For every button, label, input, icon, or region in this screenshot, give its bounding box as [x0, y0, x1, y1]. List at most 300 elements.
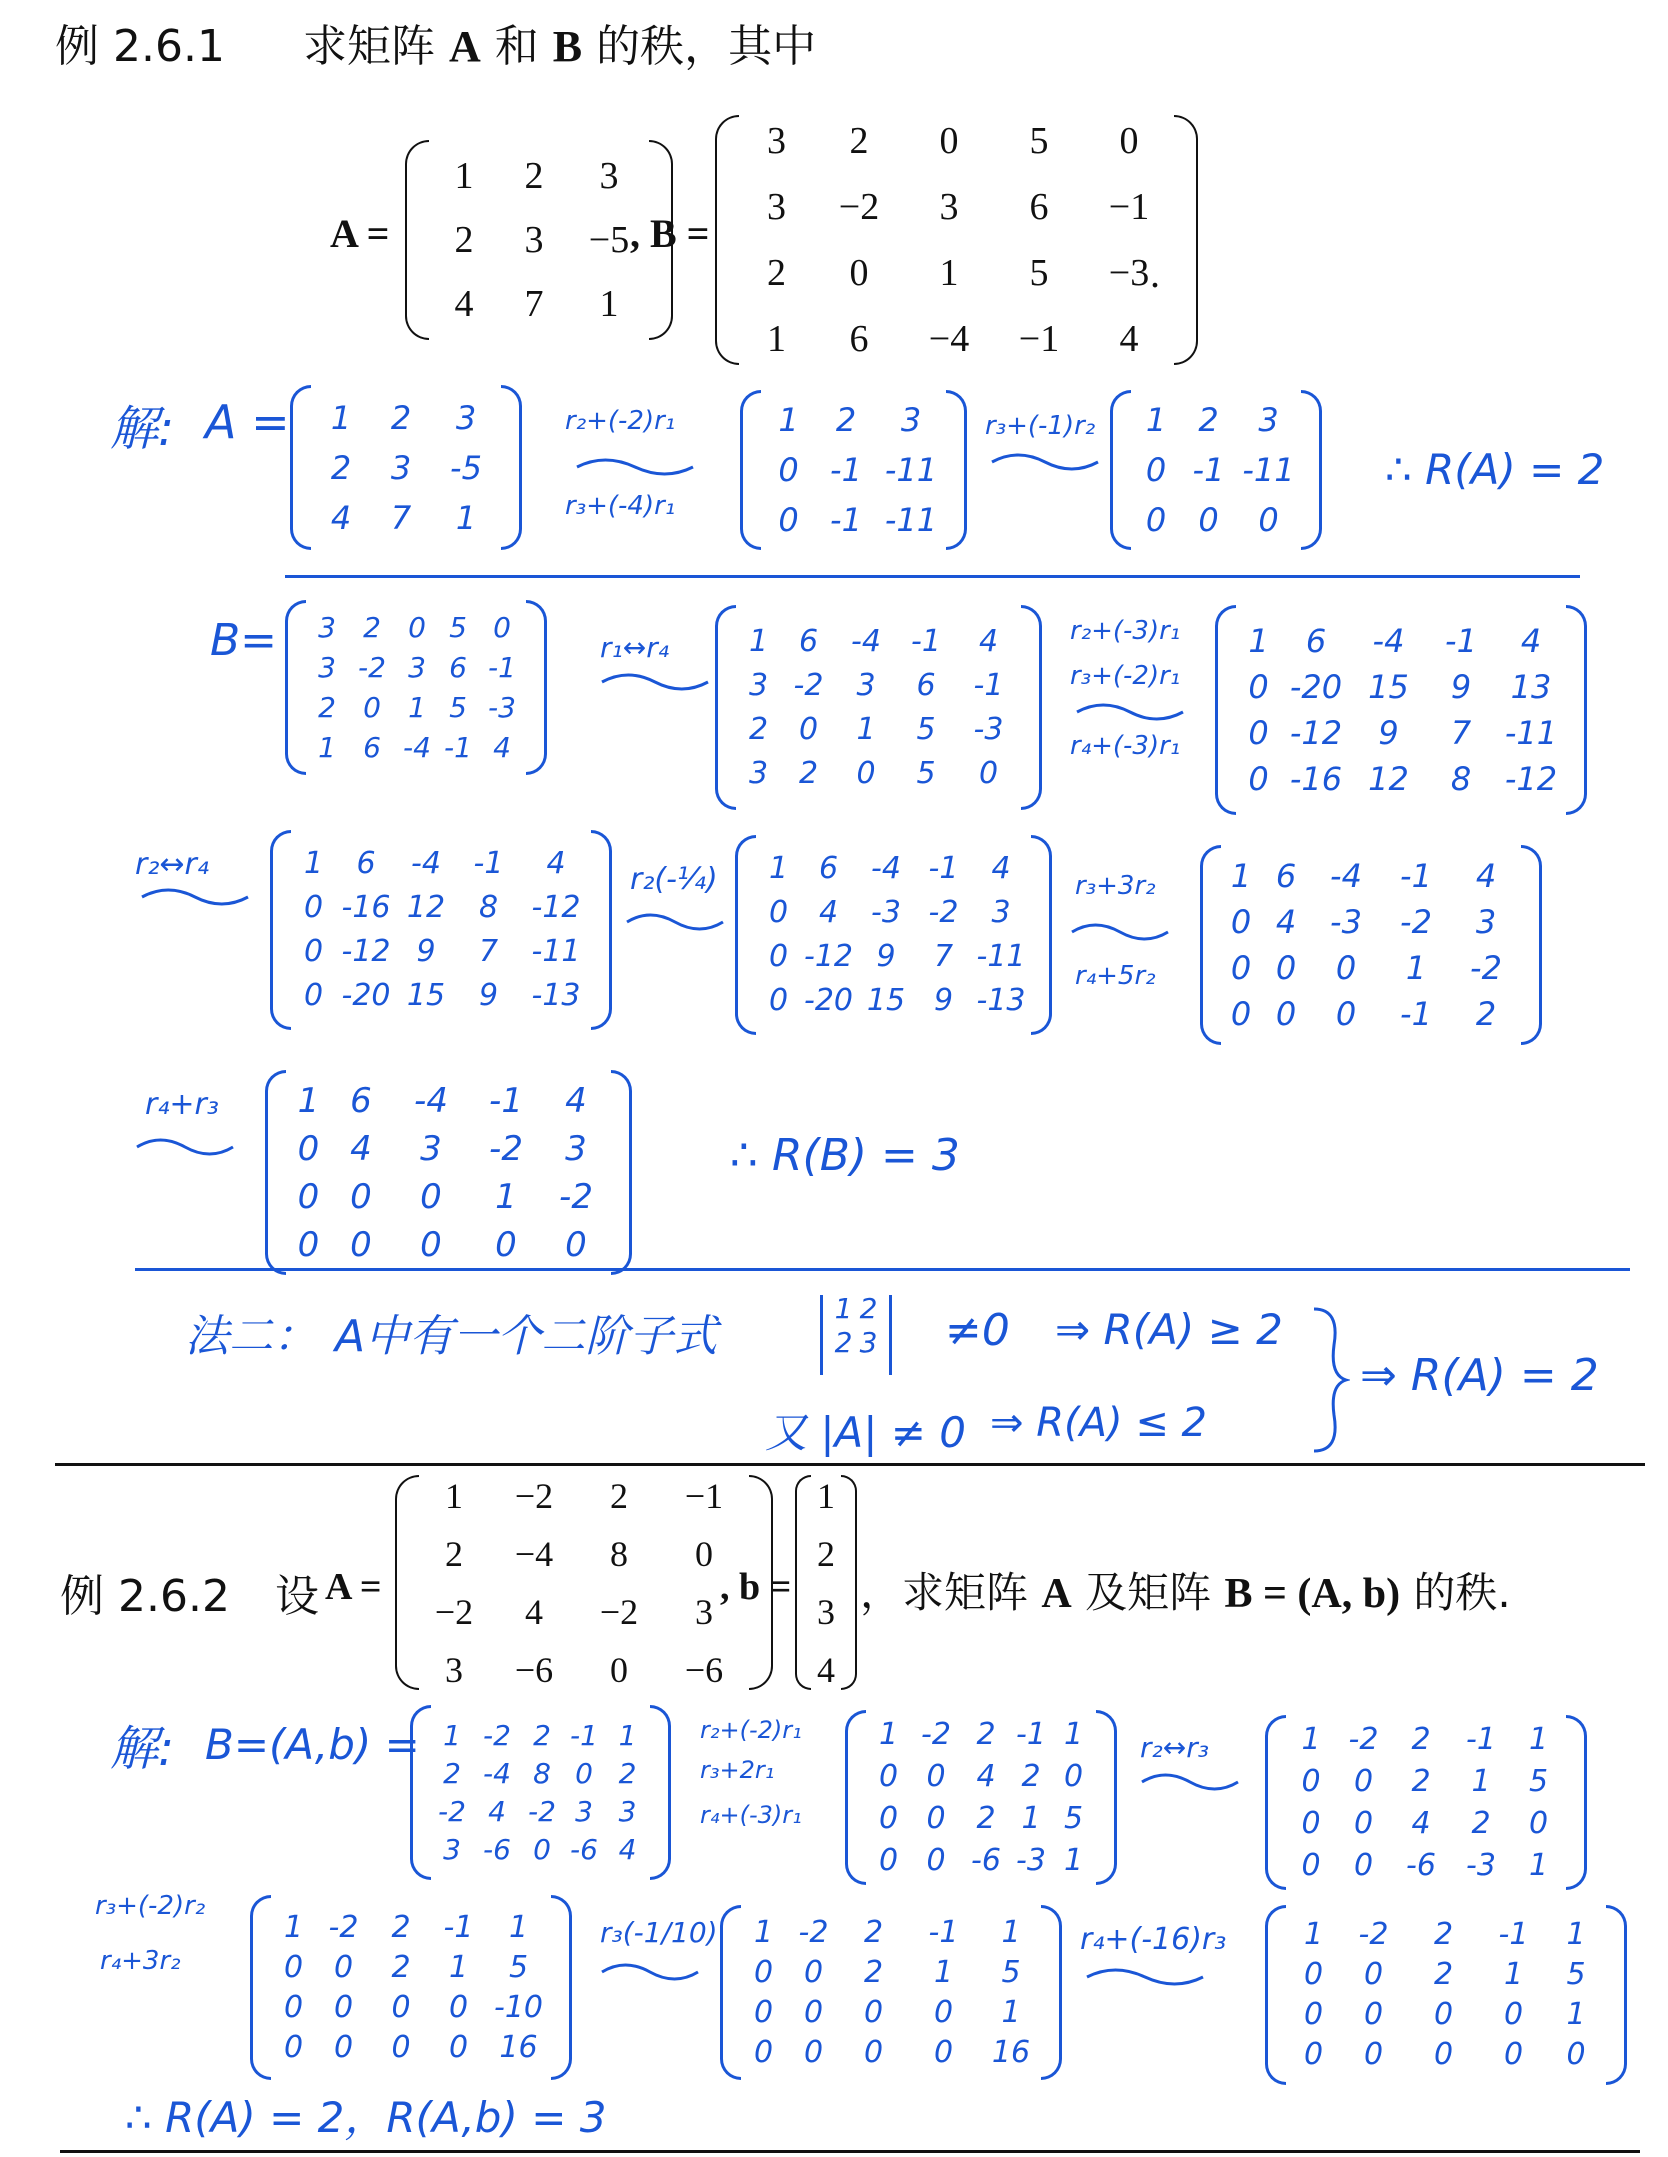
matrix-cell: 1 [1503, 1957, 1524, 1992]
matrix-cell: 6 [916, 667, 936, 703]
matrix-cell: -1 [1498, 1917, 1529, 1952]
matrix-cell: -3 [1330, 903, 1362, 941]
matrix-cell: 1 [318, 730, 336, 764]
matrix-cell: 2 [1021, 1758, 1041, 1794]
matrix-cell: 1 [1303, 1917, 1324, 1952]
solution-B-op5-arrow [1070, 920, 1170, 944]
matrix-cell: 0 [1275, 995, 1297, 1033]
matrix-cell: 1 [1566, 1997, 1586, 2032]
matrix-cell: -12 [531, 890, 581, 925]
matrix-cell: -1 [1192, 451, 1225, 489]
matrix-cell: 2 [390, 398, 412, 437]
solution-B-m0 [285, 600, 547, 775]
matrix-cell: 15 [1368, 668, 1409, 706]
matrix-cell: 8 [478, 890, 499, 925]
matrix-cell: 0 [1353, 1763, 1374, 1799]
matrix-cell: -2 [328, 1909, 359, 1945]
example-1-text-a: 求矩阵 [302, 21, 435, 72]
matrix-cell: 3 [817, 1591, 835, 1632]
solution-B-m6 [265, 1070, 632, 1275]
matrix-cell: 0 [1363, 1997, 1384, 2032]
method2-ne0: ≠0 [945, 1305, 1010, 1356]
matrix-cell: 5 [1063, 1800, 1084, 1836]
matrix-cell: 0 [849, 252, 869, 294]
solution-B-op3-arrow [140, 885, 250, 909]
matrix-cell: 3 [318, 610, 336, 644]
solution-2-op1c: r₄+(-3)r₁ [700, 1801, 802, 1829]
matrix-cell: 4 [565, 1080, 587, 1121]
matrix-cell: 5 [1029, 252, 1049, 294]
solution-B-op1-arrow [600, 670, 710, 694]
matrix-cell: -16 [341, 890, 391, 925]
matrix-cell: 2 [976, 1800, 996, 1836]
solution-B-op6-arrow [135, 1135, 235, 1159]
solution-2-m2 [1265, 1715, 1587, 1890]
solution-1-m1 [740, 390, 967, 550]
matrix-cell: 0 [1303, 1997, 1324, 2032]
matrix-cell: -2 [921, 1716, 951, 1752]
method2-det [820, 1292, 892, 1375]
matrix-cell: 4 [546, 846, 566, 881]
matrix-cell: 3 [900, 401, 922, 439]
solution-1-op2: r₃+(-1)r₂ [985, 411, 1096, 441]
matrix-cell: 4 [978, 623, 999, 659]
matrix-cell: 2 [767, 252, 786, 294]
matrix-cell: -11 [884, 501, 938, 539]
solution-2-B-eq: B=(A,b) = [205, 1720, 420, 1769]
matrix-cell: -4 [1330, 857, 1362, 895]
matrix-cell: 1 [454, 155, 474, 197]
matrix-cell: 3 [599, 155, 619, 197]
matrix-cell: 0 [939, 120, 959, 162]
matrix-cell: 7 [1450, 714, 1472, 752]
example-1-B: B [552, 22, 583, 71]
matrix-cell: 5 [916, 711, 936, 747]
matrix-cell: 1 [878, 1716, 899, 1752]
matrix-cell: -4 [1372, 622, 1405, 660]
matrix-cell: 8 [533, 1756, 551, 1790]
matrix-cell: 0 [1301, 1847, 1321, 1883]
matrix-cell: 1 [933, 1954, 954, 1990]
matrix-cell: 3 [991, 895, 1011, 930]
matrix-cell: 9 [876, 939, 896, 974]
matrix-cell: 3 [767, 120, 786, 162]
matrix-cell: 3 [618, 1794, 637, 1828]
matrix-cell: −6 [684, 1649, 724, 1690]
example-1-heading [55, 10, 816, 74]
matrix-cell: 0 [1503, 1997, 1524, 2032]
matrix-cell: 0 [768, 895, 789, 930]
matrix-cell: 0 [926, 1800, 946, 1836]
matrix-cell: 7 [524, 283, 544, 325]
matrix-cell: −6 [514, 1649, 554, 1690]
matrix-cell: -1 [1466, 1721, 1496, 1757]
matrix-cell: 4 [991, 851, 1011, 886]
matrix-cell: 1 [768, 851, 789, 886]
matrix-cell: 1 [1230, 857, 1252, 895]
example-1-and: 和 [494, 21, 539, 72]
matrix-cell: 1 [817, 1475, 835, 1516]
matrix-cell: 0 [1303, 2037, 1324, 2072]
solution-2-m0 [410, 1705, 671, 1880]
solution-B-m2 [1215, 605, 1587, 815]
matrix-cell: -1 [570, 1718, 598, 1752]
matrix-cell: -1 [443, 1909, 474, 1945]
solution-B-eq: B= [210, 615, 278, 666]
example-2-ji: 及矩阵 [1085, 1568, 1212, 1617]
matrix-cell: 0 [1145, 501, 1167, 539]
matrix-cell: 1 [297, 1080, 320, 1121]
matrix-cell: 0 [303, 890, 324, 925]
matrix-cell: 2 [859, 1292, 878, 1325]
matrix-cell: 9 [1450, 668, 1472, 706]
matrix-cell: 0 [798, 711, 819, 747]
matrix-cell: 1 [1566, 1917, 1586, 1952]
matrix-cell: -6 [570, 1832, 598, 1866]
matrix-cell: 2 [524, 155, 544, 197]
matrix-cell: 6 [449, 650, 467, 684]
matrix-cell: -4 [483, 1756, 511, 1790]
matrix-cell: 0 [933, 2034, 954, 2070]
matrix-cell: -1 [911, 623, 941, 659]
matrix-cell: 0 [333, 2029, 354, 2065]
matrix-cell: 1 [455, 498, 477, 537]
matrix-cell: 3 [455, 398, 477, 437]
solution-1-op1b: r₃+(-4)r₁ [565, 491, 676, 521]
matrix-cell: 2 [391, 1909, 411, 1945]
matrix-cell: -1 [1445, 622, 1477, 660]
matrix-cell: -11 [1504, 714, 1558, 752]
matrix-cell: 0 [297, 1224, 320, 1265]
solution-B-op5a: r₃+3r₂ [1075, 871, 1156, 901]
matrix-cell: −2 [434, 1591, 474, 1632]
matrix-cell: 5 [449, 690, 467, 724]
matrix-cell: 3 [859, 1326, 878, 1359]
matrix-cell: -1 [444, 730, 472, 764]
matrix-cell: -4 [851, 623, 881, 659]
matrix-cell: 0 [695, 1533, 713, 1574]
matrix-cell: 0 [753, 1994, 774, 2030]
matrix-cell: 6 [798, 623, 819, 659]
matrix-cell: 0 [493, 610, 511, 644]
matrix-cell: -2 [1470, 949, 1502, 987]
matrix-cell: 3 [420, 1128, 442, 1169]
example-2-label: 例 2.6.2 [60, 1571, 230, 1622]
matrix-cell: 0 [333, 1949, 354, 1985]
solution-1-m2 [1110, 390, 1322, 550]
matrix-cell: 0 [878, 1800, 899, 1836]
matrix-cell: 0 [978, 755, 999, 791]
matrix-cell: -2 [1358, 1917, 1389, 1952]
example-2-A: A [1041, 1571, 1072, 1617]
matrix-cell: -2 [528, 1794, 556, 1828]
matrix-cell: −2 [599, 1591, 639, 1632]
matrix-cell: 1 [1248, 622, 1269, 660]
matrix-cell: 5 [916, 755, 936, 791]
example-1-matrix-B [715, 115, 1198, 365]
matrix-cell: 4 [488, 1794, 506, 1828]
example-2-question [860, 1560, 1511, 1620]
matrix-cell: 12 [1368, 760, 1409, 798]
solution-2-op2-arrow [1140, 1770, 1240, 1794]
matrix-cell: 1 [1001, 1914, 1021, 1950]
matrix-cell: 0 [1353, 1847, 1374, 1883]
matrix-cell: 7 [933, 939, 954, 974]
matrix-cell: 12 [406, 890, 446, 925]
matrix-cell: 0 [565, 1224, 587, 1265]
matrix-cell: 0 [495, 1224, 517, 1265]
method2-imp2: ⇒ R(A) ≤ 2 [990, 1400, 1207, 1446]
matrix-cell: 0 [753, 1954, 774, 1990]
solution-2-jie: 解: [110, 1721, 175, 1777]
example-2-b-eq: , b = [720, 1566, 792, 1608]
matrix-cell: 2 [748, 711, 769, 747]
matrix-cell: 1 [753, 1914, 774, 1950]
matrix-cell: 2 [863, 1914, 884, 1950]
solution-1-jie: 解: [110, 401, 175, 457]
matrix-cell: -11 [531, 934, 581, 969]
matrix-cell: 8 [1450, 760, 1472, 798]
matrix-cell: 16 [499, 2029, 538, 2065]
matrix-cell: -13 [976, 983, 1026, 1018]
matrix-cell: 0 [926, 1758, 946, 1794]
matrix-cell: 4 [1520, 622, 1542, 660]
matrix-cell: -3 [1466, 1847, 1496, 1883]
matrix-cell: 2 [391, 1949, 411, 1985]
method2-label: 法二： [185, 1311, 317, 1362]
matrix-cell: 0 [333, 1989, 354, 2025]
solution-2-op4-arrow [600, 1960, 700, 1984]
matrix-cell: 1 [495, 1176, 517, 1217]
solution-B-result: ∴ R(B) = 3 [730, 1130, 960, 1181]
matrix-cell: 0 [420, 1224, 442, 1265]
solution-B-m3 [270, 830, 612, 1030]
matrix-cell: 0 [303, 978, 324, 1013]
matrix-cell: -20 [1289, 668, 1343, 706]
matrix-cell: 0 [878, 1842, 899, 1878]
solution-2-op5-arrow [1085, 1965, 1205, 1989]
matrix-cell: 1 [1528, 1847, 1549, 1883]
method2-brace [1310, 1305, 1350, 1455]
matrix-cell: 2 [618, 1756, 637, 1790]
matrix-cell: 0 [575, 1756, 593, 1790]
matrix-cell: -1 [1400, 995, 1432, 1033]
matrix-cell: 7 [478, 934, 499, 969]
matrix-cell: -1 [928, 1914, 959, 1950]
matrix-cell: 2 [1475, 995, 1497, 1033]
matrix-cell: 0 [768, 983, 789, 1018]
solution-1-result: ∴ R(A) = 2 [1385, 445, 1605, 494]
matrix-cell: 3 [575, 1794, 593, 1828]
matrix-cell: -16 [1289, 760, 1343, 798]
matrix-cell: 1 [1021, 1800, 1041, 1836]
matrix-cell: 15 [406, 978, 446, 1013]
matrix-cell: -3 [973, 711, 1004, 747]
matrix-cell: −1 [684, 1475, 724, 1516]
solution-1-A-eq: A = [205, 395, 290, 449]
matrix-cell: 0 [803, 2034, 824, 2070]
matrix-cell: 1 [448, 1949, 469, 1985]
matrix-cell: -2 [483, 1718, 511, 1752]
divider-1 [285, 575, 1580, 578]
solution-B-op3: r₂↔r₄ [135, 847, 209, 882]
matrix-cell: -1 [928, 851, 959, 886]
solution-2-m4 [720, 1905, 1062, 2080]
matrix-cell: 0 [391, 2029, 411, 2065]
matrix-cell: 1 [1145, 401, 1167, 439]
matrix-cell: 0 [448, 2029, 469, 2065]
matrix-cell: 6 [1305, 622, 1327, 660]
example-1-text-b: 的秩，其中 [596, 21, 817, 72]
matrix-cell: 0 [1433, 2037, 1454, 2072]
matrix-cell: -5 [450, 448, 482, 487]
matrix-cell: 1 [508, 1909, 529, 1945]
matrix-cell: 1 [303, 846, 324, 881]
matrix-cell: 5 [1029, 120, 1049, 162]
matrix-cell: 0 [1335, 995, 1357, 1033]
example-1-A: A [448, 22, 481, 71]
matrix-cell: 0 [1145, 451, 1167, 489]
matrix-cell: 16 [991, 2034, 1031, 2070]
matrix-cell: -2 [489, 1128, 523, 1169]
matrix-cell: 1 [443, 1718, 461, 1752]
matrix-cell: -12 [804, 939, 853, 974]
matrix-cell: 2 [835, 401, 857, 439]
matrix-cell: 3 [695, 1591, 713, 1632]
matrix-cell: 4 [818, 895, 839, 930]
matrix-cell: 2 [1411, 1721, 1431, 1757]
solution-2-m1 [845, 1710, 1117, 1885]
matrix-cell: 13 [1510, 668, 1552, 706]
matrix-cell: 0 [803, 1954, 824, 1990]
matrix-cell: 3 [443, 1832, 461, 1866]
matrix-cell: 6 [849, 318, 869, 360]
matrix-cell: 0 [1363, 2037, 1384, 2072]
matrix-cell: −4 [928, 318, 970, 360]
matrix-cell: 1 [1301, 1721, 1321, 1757]
matrix-cell: -2 [793, 667, 824, 703]
matrix-cell: 0 [283, 2029, 304, 2065]
matrix-cell: 0 [1258, 501, 1279, 539]
matrix-cell: 0 [391, 1989, 411, 2025]
matrix-cell: -2 [798, 1914, 829, 1950]
matrix-cell: 0 [1248, 668, 1269, 706]
matrix-cell: 2 [1198, 401, 1219, 439]
matrix-cell: 7 [390, 498, 412, 537]
matrix-cell: -1 [1400, 857, 1432, 895]
solution-2-op3a: r₃+(-2)r₂ [95, 1891, 206, 1921]
matrix-cell: 2 [445, 1533, 463, 1574]
matrix-cell: −1 [1018, 318, 1060, 360]
solution-2-op5: r₄+(-16)r₃ [1080, 1922, 1227, 1957]
example-2-matrix-A [395, 1475, 773, 1690]
matrix-cell: 4 [454, 283, 474, 325]
solution-B-op2-arrow [1075, 700, 1185, 724]
matrix-cell: -2 [1348, 1721, 1379, 1757]
matrix-cell: 0 [1303, 1957, 1324, 1992]
matrix-cell: 0 [350, 1224, 372, 1265]
matrix-cell: 0 [1528, 1805, 1549, 1841]
matrix-cell: 0 [1063, 1758, 1084, 1794]
matrix-cell: 1 [1405, 949, 1427, 987]
solution-1-m0 [290, 385, 522, 550]
solution-2-op3b: r₄+3r₂ [100, 1946, 181, 1976]
matrix-cell: 0 [363, 690, 381, 724]
matrix-cell: 4 [1475, 857, 1497, 895]
matrix-cell: 0 [933, 1994, 954, 2030]
matrix-cell: 0 [297, 1128, 320, 1169]
matrix-cell: 3 [390, 448, 412, 487]
matrix-cell: 0 [1301, 1763, 1321, 1799]
solution-B-op1: r₁↔r₄ [600, 631, 669, 664]
matrix-cell: -11 [976, 939, 1026, 974]
matrix-cell: -3 [488, 690, 516, 724]
example-2-A-eq: A = [325, 1566, 382, 1608]
divider-3 [55, 1463, 1645, 1466]
matrix-cell: 0 [1248, 714, 1269, 752]
solution-B-op4-arrow [625, 910, 725, 934]
matrix-cell: 4 [817, 1649, 835, 1690]
matrix-cell: 5 [449, 610, 467, 644]
matrix-cell: 1 [330, 398, 352, 437]
matrix-cell: 6 [1029, 186, 1049, 228]
matrix-cell: 2 [533, 1718, 551, 1752]
matrix-cell: 1 [1528, 1721, 1549, 1757]
matrix-cell: 0 [878, 1758, 899, 1794]
matrix-cell: 3 [445, 1649, 463, 1690]
matrix-cell: 1 [939, 252, 959, 294]
matrix-cell: 2 [863, 1954, 884, 1990]
method2-imp1: ⇒ R(A) ≥ 2 [1055, 1305, 1283, 1354]
matrix-cell: 4 [350, 1128, 372, 1169]
matrix-cell: 2 [834, 1326, 853, 1359]
matrix-cell: 2 [976, 1716, 996, 1752]
matrix-cell: -1 [830, 451, 862, 489]
solution-B-m4 [735, 835, 1052, 1035]
matrix-cell: -12 [1504, 760, 1558, 798]
matrix-cell: 3 [939, 186, 959, 228]
matrix-cell: -1 [473, 846, 504, 881]
matrix-cell: 4 [493, 730, 511, 764]
matrix-cell: -4 [411, 846, 441, 881]
matrix-cell: 2 [443, 1756, 461, 1790]
matrix-cell: 9 [478, 978, 499, 1013]
matrix-cell: 0 [303, 934, 324, 969]
matrix-cell: 1 [834, 1292, 853, 1325]
matrix-cell: 1 [778, 401, 799, 439]
matrix-cell: 4 [525, 1591, 543, 1632]
matrix-cell: -1 [830, 501, 862, 539]
matrix-cell: -1 [488, 650, 516, 684]
matrix-cell: -1 [1016, 1716, 1046, 1752]
example-2-B-expr: B = (A, b) [1224, 1571, 1401, 1617]
matrix-cell: -3 [871, 895, 901, 930]
solution-B-op5b: r₄+5r₂ [1075, 961, 1156, 991]
matrix-cell: 0 [533, 1832, 551, 1866]
matrix-cell: 0 [1275, 949, 1297, 987]
matrix-cell: -4 [871, 851, 901, 886]
example-2-she: 设 [275, 1571, 319, 1622]
solution-2-m3 [250, 1895, 572, 2080]
matrix-cell: 0 [1198, 501, 1219, 539]
matrix-cell: 5 [1528, 1763, 1549, 1799]
example-1-A-eq: A = [330, 211, 390, 256]
solution-1-op1-arrow [575, 455, 695, 479]
example-2-vector-b [795, 1475, 857, 1690]
matrix-cell: -1 [489, 1080, 523, 1121]
solution-2-op1a: r₂+(-2)r₁ [700, 1716, 802, 1744]
method2-text: A中有一个二阶子式 [335, 1311, 718, 1362]
